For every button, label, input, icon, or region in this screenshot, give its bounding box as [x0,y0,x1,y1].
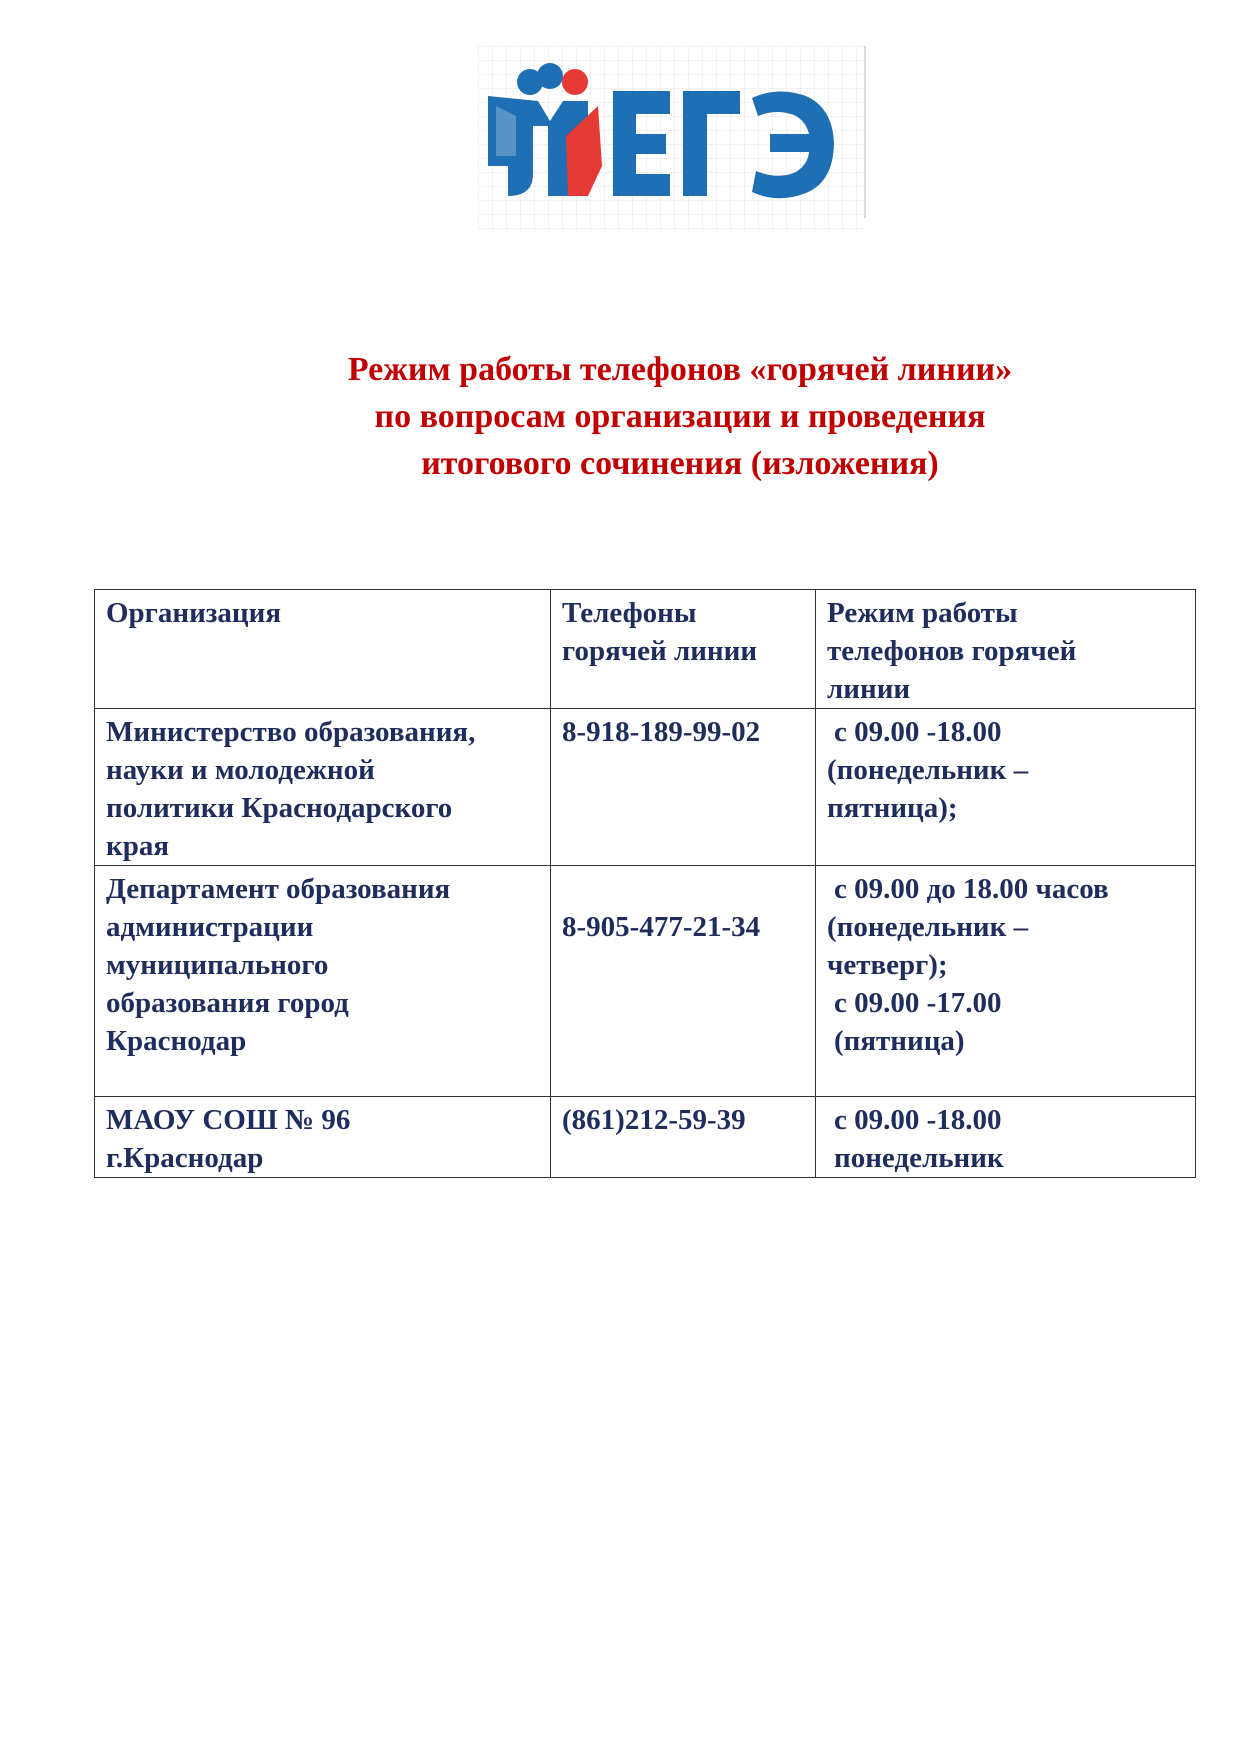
phone-number: 8-918-189-99-02 [562,716,761,748]
schedule-cell [816,1097,1196,1178]
table-row [95,1097,1196,1178]
header-schedule-line: телефонов горячей [827,635,1077,667]
ege-logo [478,46,868,231]
phone-cell [551,709,816,866]
header-schedule-line: линии [827,673,911,705]
schedule-line: (понедельник – [827,754,1029,786]
organization-line: Министерство образования, [106,716,476,748]
schedule-cell [816,709,1196,866]
organization-line: науки и молодежной [106,754,375,786]
organization-line: г.Краснодар [106,1142,264,1174]
table-row [95,709,1196,866]
organization-line: политики Краснодарского [106,792,453,824]
header-organization-label: Организация [106,597,282,629]
organization-line: муниципального [106,949,329,981]
schedule-line: (пятница) [834,1025,965,1057]
ege-logo-graphic [478,46,868,231]
phone-number: (861)212-59-39 [562,1104,746,1136]
page-title [240,346,1120,487]
schedule-line: с 09.00 -18.00 [834,716,1002,748]
phone-cell [551,1097,816,1178]
title-line-2: по вопросам организации и проведения [374,398,986,435]
organization-cell [95,709,551,866]
schedule-line: с 09.00 -17.00 [834,987,1002,1019]
phone-cell [551,866,816,1097]
organization-line: МАОУ СОШ № 96 [106,1104,351,1136]
title-line-1: Режим работы телефонов «горячей линии» [347,351,1013,388]
schedule-line: четверг); [827,949,948,981]
header-organization [95,590,551,709]
schedule-cell [816,866,1196,1097]
schedule-line: пятница); [827,792,958,824]
organization-cell [95,866,551,1097]
table-row [95,866,1196,1097]
header-phones [551,590,816,709]
header-phones-line: Телефоны [562,597,697,629]
schedule-line: (понедельник – [827,911,1029,943]
schedule-line: с 09.00 -18.00 [834,1104,1002,1136]
title-line-3: итогового сочинения (изложения) [421,445,939,482]
organization-line: администрации [106,911,314,943]
phone-number: 8-905-477-21-34 [562,911,761,943]
organization-line: Департамент образования [106,873,451,905]
header-schedule-line: Режим работы [827,597,1018,629]
organization-line: края [106,830,170,862]
schedule-line: понедельник [834,1142,1004,1174]
organization-line: Краснодар [106,1025,247,1057]
header-phones-line: горячей линии [562,635,758,667]
organization-cell [95,1097,551,1178]
schedule-line: с 09.00 до 18.00 часов [834,873,1109,905]
header-schedule [816,590,1196,709]
organization-line: образования город [106,987,349,1019]
hotline-table [94,589,1196,1178]
table-header-row [95,590,1196,709]
